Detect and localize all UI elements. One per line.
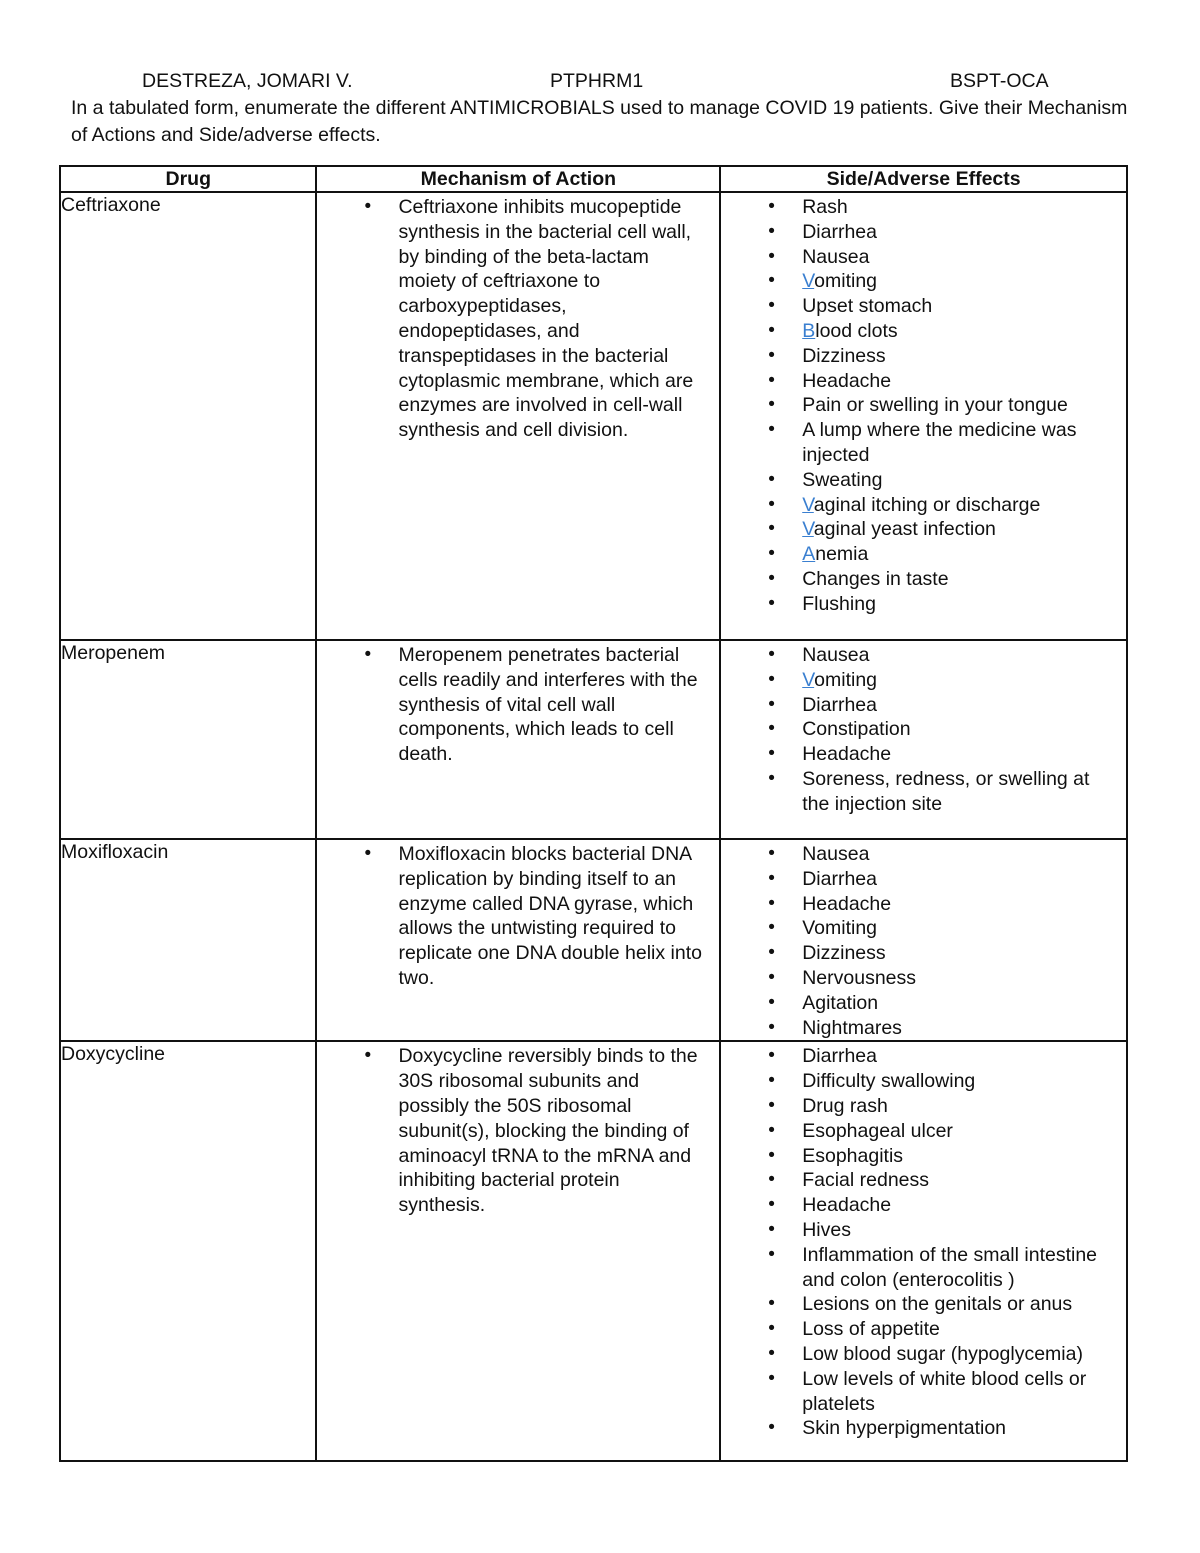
table-row xyxy=(60,839,1127,1041)
effect-item: • Headache xyxy=(721,369,1118,394)
header-effects: Side/Adverse Effects xyxy=(720,166,1127,192)
effect-item: • Nervousness xyxy=(721,966,1118,991)
effect-item: • Low blood sugar (hypoglycemia) xyxy=(721,1342,1118,1367)
hyperlink-letter[interactable]: B xyxy=(802,319,816,342)
effect-item: • Esophagitis xyxy=(721,1144,1118,1169)
effect-item: • Headache xyxy=(721,742,1118,767)
instructions-text: In a tabulated form, enumerate the different ANTIMICROBIALS used to manage COVID 19 patients. Give their Mechanism of Actions and Side/adverse effects. xyxy=(71,97,1128,146)
effect-item[interactable]: • Anemia xyxy=(721,542,1118,567)
effect-item: • Nausea xyxy=(721,643,1118,668)
effect-item: • Upset stomach xyxy=(721,294,1118,319)
effect-item: • Drug rash xyxy=(721,1094,1118,1119)
effects-cell xyxy=(720,192,1127,640)
effect-item: • Vomiting xyxy=(721,916,1118,941)
effects-cell xyxy=(720,640,1127,839)
effect-item: • Loss of appetite xyxy=(721,1317,1118,1342)
drug-name: Moxifloxacin xyxy=(60,839,316,1041)
mechanism-cell xyxy=(316,1041,720,1461)
effects-cell xyxy=(720,839,1127,1041)
hyperlink-letter[interactable]: V xyxy=(802,518,814,541)
document-header xyxy=(0,70,1200,96)
effect-item: • Inflammation of the small intestine and colon (enterocolitis ) xyxy=(721,1243,1118,1293)
hyperlink-letter[interactable]: V xyxy=(802,668,815,691)
mechanism-text: • Moxifloxacin blocks bacterial DNA replication by binding itself to an enzyme called DNA gyrase, which allows the untwisting required to replicate one DNA double helix into two. xyxy=(317,842,711,991)
effect-item: • Nausea xyxy=(721,245,1118,270)
antimicrobials-table xyxy=(59,165,1128,1462)
student-name: DESTREZA, JOMARI V. xyxy=(142,70,353,92)
mechanism-cell xyxy=(316,640,720,839)
table-row xyxy=(60,192,1127,640)
mechanism-text: • Ceftriaxone inhibits mucopeptide synthesis in the bacterial cell wall, by binding of the beta-lactam moiety of ceftriaxone to carboxypeptidases, endopeptidases, and transpeptidases in the bacterial cytoplasmic membrane, which are enzymes are involved in cell-wall synthesis and cell division. xyxy=(317,195,711,443)
effect-item: • Dizziness xyxy=(721,941,1118,966)
effect-item: • Nausea xyxy=(721,842,1118,867)
drug-name: Doxycycline xyxy=(60,1041,316,1461)
effect-item: • Diarrhea xyxy=(721,1044,1118,1069)
effect-item: • Diarrhea xyxy=(721,220,1118,245)
hyperlink-letter[interactable]: V xyxy=(802,493,814,516)
header-mechanism: Mechanism of Action xyxy=(316,166,720,192)
hyperlink-letter[interactable]: A xyxy=(802,543,816,566)
effect-item: • Diarrhea xyxy=(721,693,1118,718)
effect-item: • Pain or swelling in your tongue xyxy=(721,393,1118,418)
effects-cell xyxy=(720,1041,1127,1461)
effect-item: • A lump where the medicine was injected xyxy=(721,418,1118,468)
effect-item: • Lesions on the genitals or anus xyxy=(721,1292,1118,1317)
drug-name: Ceftriaxone xyxy=(60,192,316,640)
effect-item: • Rash xyxy=(721,195,1118,220)
table-row xyxy=(60,640,1127,839)
effect-item[interactable]: • Vaginal yeast infection xyxy=(721,517,1118,542)
table-header-row xyxy=(60,166,1127,192)
drug-name: Meropenem xyxy=(60,640,316,839)
section-code: BSPT-OCA xyxy=(950,70,1049,92)
effect-item: • Changes in taste xyxy=(721,567,1118,592)
hyperlink-letter[interactable]: V xyxy=(802,270,815,293)
effect-item[interactable]: • Blood clots xyxy=(721,319,1118,344)
effect-item: • Dizziness xyxy=(721,344,1118,369)
effect-item: • Headache xyxy=(721,892,1118,917)
effect-item: • Constipation xyxy=(721,717,1118,742)
effect-item: • Headache xyxy=(721,1193,1118,1218)
effect-item[interactable]: • Vomiting xyxy=(721,668,1118,693)
table-row xyxy=(60,1041,1127,1461)
mechanism-text: • Meropenem penetrates bacterial cells readily and interferes with the synthesis of vital cell wall components, which leads to cell death. xyxy=(317,643,711,767)
effect-item: • Skin hyperpigmentation xyxy=(721,1416,1118,1441)
effect-item[interactable]: • Vaginal itching or discharge xyxy=(721,493,1118,518)
mechanism-cell xyxy=(316,192,720,640)
effect-item[interactable]: • Vomiting xyxy=(721,269,1118,294)
mechanism-cell xyxy=(316,839,720,1041)
effect-item: • Flushing xyxy=(721,592,1118,617)
effect-item: • Hives xyxy=(721,1218,1118,1243)
header-drug: Drug xyxy=(60,166,316,192)
effect-item: • Agitation xyxy=(721,991,1118,1016)
mechanism-text: • Doxycycline reversibly binds to the 30S ribosomal subunits and possibly the 50S ribosomal subunit(s), blocking the binding of aminoacyl tRNA to the mRNA and inhibiting bacterial protein synthesis. xyxy=(317,1044,711,1218)
effect-item: • Nightmares xyxy=(721,1016,1118,1041)
course-code: PTPHRM1 xyxy=(550,70,644,92)
effect-item: • Difficulty swallowing xyxy=(721,1069,1118,1094)
effect-item: • Low levels of white blood cells or platelets xyxy=(721,1367,1118,1417)
effect-item: • Sweating xyxy=(721,468,1118,493)
effect-item: • Facial redness xyxy=(721,1168,1118,1193)
effect-item: • Soreness, redness, or swelling at the injection site xyxy=(721,767,1118,817)
effect-item: • Diarrhea xyxy=(721,867,1118,892)
effect-item: • Esophageal ulcer xyxy=(721,1119,1118,1144)
